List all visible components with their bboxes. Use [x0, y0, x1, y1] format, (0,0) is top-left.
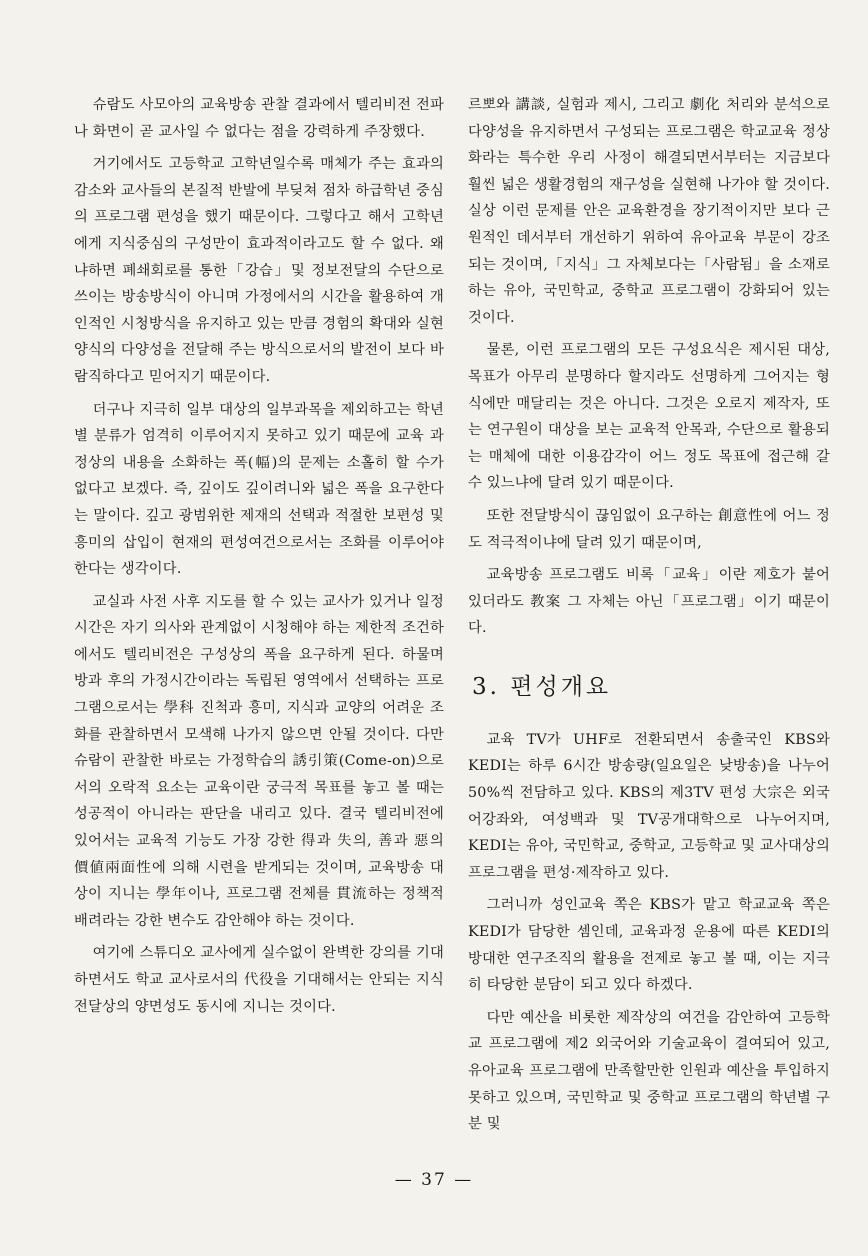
page-number: — 37 — — [394, 1170, 474, 1190]
paragraph: 더구나 지극히 일부 대상의 일부과목을 제외하고는 학년별 분류가 엄격히 이루어지지 못하고 있기 때문에 교육 과정상의 내용을 소화하는 폭(幅)의 문제는 소홀히 할 수가 없다고 보겠다. 즉, 깊이도 깊이려니와 넓은 폭을 요구한다는 말이다. 깊고 광범위한 제재의 선택과 적절한 보편성 및 흥미의 삽입이 현재의 편성여건으로서는 조화를 이루어야 한다는 생각이다. — [74, 401, 444, 578]
paragraph: 다만 예산을 비롯한 제작상의 여건을 감안하여 고등학교 프로그램에 제2 외국어와 기술교육이 결여되어 있고, 유아교육 프로그램에 만족할만한 인원과 예산을 투입하지 못하고 있으며, 국민학교 및 중학교 프로그램의 학년별 구분 및 — [468, 1009, 830, 1133]
paragraph: 또한 전달방식이 끊임없이 요구하는 創意性에 어느 정도 적극적이냐에 달려 있기 때문이며, — [468, 507, 830, 551]
left-column — [74, 92, 444, 1026]
paragraph: 여기에 스튜디오 교사에게 실수없이 완벽한 강의를 기대하면서도 학교 교사로서의 代役을 기대해서는 안되는 지식전달상의 양면성도 동시에 지니는 것이다. — [74, 945, 444, 1015]
paragraph: 교육방송 프로그램도 비록「교육」이란 제호가 붙어 있더라도 教案 그 자체는 아닌「프로그램」이기 때문이다. — [468, 567, 830, 637]
section-heading: 3. 편성개요 — [472, 673, 612, 700]
paragraph: 물론, 이런 프로그램의 모든 구성요식은 제시된 대상, 목표가 아무리 분명하다 할지라도 선명하게 그어지는 형식에만 매달리는 것은 아니다. 그것은 오로지 제작자, 또는 연구원이 대상을 보는 교육적 안목과, 수단으로 활용되는 매체에 대한 이용감각이 어느 정도 목표에 접근해 갈 수 있느냐에 달려 있기 때문이다. — [468, 342, 830, 492]
paragraph: 슈람도 사모아의 교육방송 관찰 결과에서 텔리비전 전파나 화면이 곧 교사일 수 없다는 점을 강력하게 주장했다. — [74, 97, 444, 140]
paragraph: 르뽀와 講談, 실험과 제시, 그리고 劇化 처리와 분석으로 다양성을 유지하면서 구성되는 프로그램은 학교교육 정상화라는 특수한 우리 사정이 해결되면서부터는 지금보다 훨씬 넓은 생활경험의 재구성을 실현해 나가야 할 것이다. 실상 이런 문제를 안은 교육환경을 장기적이지만 보다 근원적인 데서부터 개선하기 위하여 유아교육 부문이 강조되는 것이며,「지식」그 자체보다는「사람됨」을 소재로 하는 유아, 국민학교, 중학교 프로그램이 강화되어 있는 것이다. — [468, 97, 830, 326]
paragraph: 그러니까 성인교육 쪽은 KBS가 맡고 학교교육 쪽은 KEDI가 담당한 셈인데, 교육과정 운용에 따른 KEDI의 방대한 연구조직의 활용을 전제로 놓고 볼 때, 이는 지극히 타당한 분담이 되고 있다 하겠다. — [468, 897, 830, 994]
paragraph: 교육 TV가 UHF로 전환되면서 송출국인 KBS와 KEDI는 하루 6시간 방송량(일요일은 낮방송)을 나누어 50%씩 전담하고 있다. KBS의 제3TV 편성 大宗은 외국어강좌와, 여성백과 및 TV공개대학으로 나누어지며, KEDI는 유아, 국민학교, 중학교, 고등학교 및 교사대상의 프로그램을 편성·제작하고 있다. — [468, 731, 830, 881]
paragraph: 교실과 사전 사후 지도를 할 수 있는 교사가 있거나 일정 시간은 자기 의사와 관계없이 시청해야 하는 제한적 조건하에서도 텔리비전은 구성상의 폭을 요구하게 된다. 하물며 방과 후의 가정시간이라는 독립된 영역에서 선택하는 프로그램으로서는 學科 진척과 흥미, 지식과 교양의 어려운 조화를 관찰하면서 모색해 나가지 않으면 안될 것이다. 다만 슈람이 관찰한 바로는 가정학습의 誘引策(Come-on)으로서의 오락적 요소는 교육이란 궁극적 목표를 놓고 볼 때는 성공적이 아니라는 판단을 내리고 있다. 결국 텔리비전에 있어서는 교육적 기능도 가장 강한 得과 失의, 善과 惡의 價値兩面性에 의해 시련을 받게되는 것이며, 교육방송 대상이 지니는 學年이나, 프로그램 전체를 貫流하는 정책적 배려라는 강한 변수도 감안해야 하는 것이다. — [74, 593, 444, 929]
right-column — [468, 92, 830, 1144]
paragraph: 거기에서도 고등학교 고학년일수록 매체가 주는 효과의 감소와 교사들의 본질적 반발에 부딪쳐 점차 하급학년 중심의 프로그램 편성을 했기 때문이다. 그렇다고 해서 고학년에게 지식중심의 구성만이 효과적이라고도 할 수 없다. 왜냐하면 폐쇄회로를 통한「강습」및 정보전달의 수단으로 쓰이는 방송방식이 아니며 가정에서의 시간을 활용하여 개인적인 시청방식을 유지하고 있는 만큼 경험의 확대와 실현양식의 다양성을 전달해 주는 방식으로서의 발전이 보다 바람직하다고 믿어지기 때문이다. — [74, 156, 444, 385]
